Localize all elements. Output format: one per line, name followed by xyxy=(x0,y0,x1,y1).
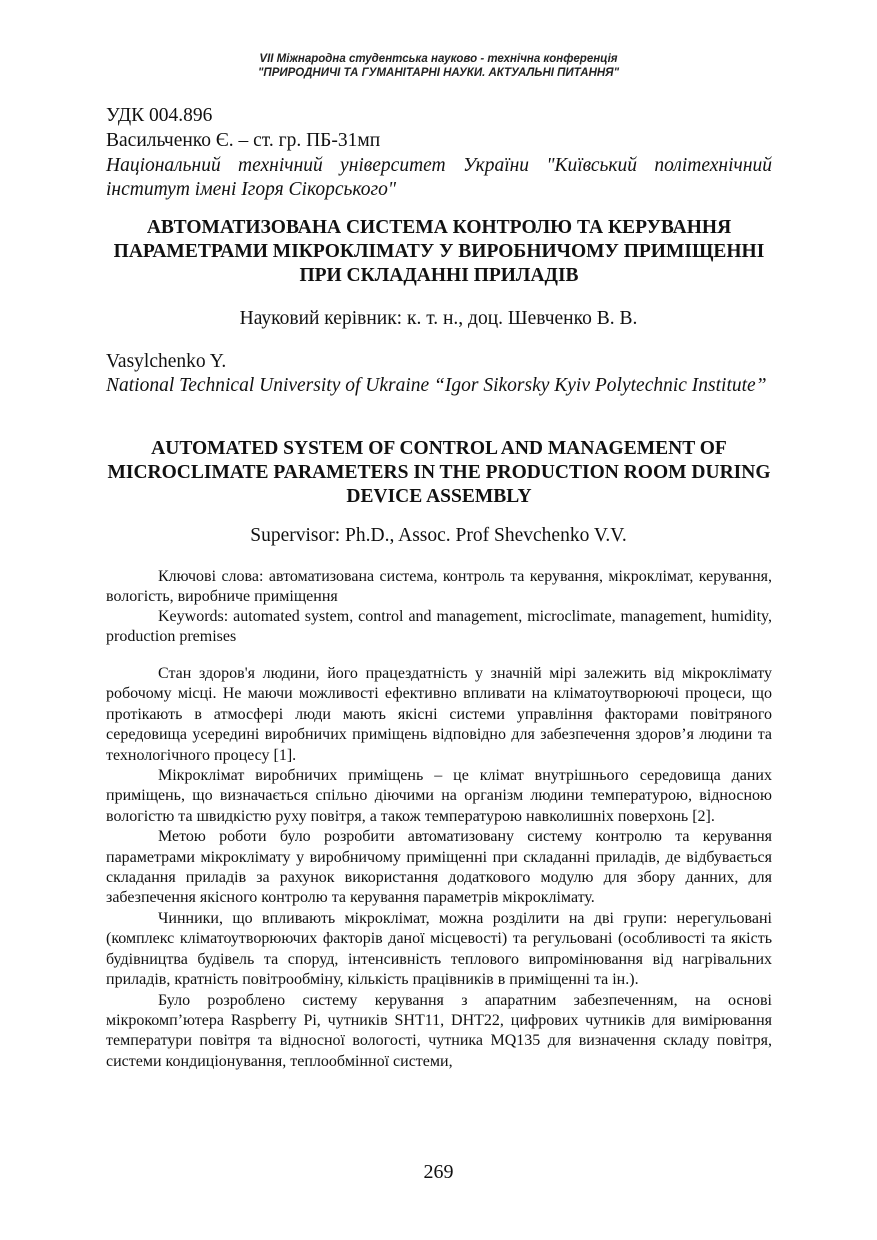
title-ukrainian: АВТОМАТИЗОВАНА СИСТЕМА КОНТРОЛЮ ТА КЕРУВАННЯ ПАРАМЕТРАМИ МІКРОКЛІМАТУ У ВИРОБНИЧОМУ ПРИМІЩЕННІ ПРИ СКЛАДАННІ ПРИЛАДІВ xyxy=(113,217,765,286)
conference-header xyxy=(0,52,877,80)
keywords-english-text: Keywords: automated system, control and management, microclimate, management, humidity, production premises xyxy=(106,608,772,645)
title-english: AUTOMATED SYSTEM OF CONTROL AND MANAGEMENT OF MICROCLIMATE PARAMETERS IN THE PRODUCTION ROOM DURING DEVICE ASSEMBLY xyxy=(107,438,771,507)
body-paragraph: Стан здоров'я людини, його працездатність у значній мірі залежить від мікроклімату робочому місці. Не маючи можливості ефективно впливати на кліматоутворюючі процеси, що протікають в атмосфері люди мають якісні системи управління факторами повітряного середовища усередині виробничих приміщень відповідно для забезпечення здоров’я людини та технологічного процесу [1]. xyxy=(106,665,772,764)
supervisor-english: Supervisor: Ph.D., Assoc. Prof Shevchenko V.V. xyxy=(250,525,627,546)
keywords-ukrainian xyxy=(106,567,772,606)
conference-header-line-1: VII Міжнародна студентська науково - технічна конференція xyxy=(259,53,618,65)
body-paragraph: Чинники, що впливають мікроклімат, можна розділити на дві групи: нерегульовані (комплекс кліматоутворюючих факторів даної місцевості) та регульовані (особливості та якість будівництва будівель та споруд, інтенсивність теплового випромінювання від нагрівальних приладів, кратність повітрообміну, кількість працівників в приміщенні та ін.). xyxy=(106,909,772,989)
author-ukrainian: Васильченко Є. – ст. гр. ПБ-31мп xyxy=(106,130,381,151)
body-paragraph: Мікроклімат виробничих приміщень – це клімат внутрішнього середовища даних приміщень, що визначається спільно діючими на організм людини температурою, відносною вологістю та швидкістю руху повітря, а також температурою навколишніх поверхонь [2]. xyxy=(106,767,772,825)
body-paragraph: Метою роботи було розробити автоматизовану систему контролю та керування параметрами мікроклімату у виробничому приміщенні при складанні приладів, де відбувається складання приладів за рахунок використання додаткового модулю для збору данних, для забезпечення якісного контролю та керування параметрів мікроклімату. xyxy=(106,828,772,907)
body-text xyxy=(106,664,772,1072)
page-number: 269 xyxy=(423,1161,454,1183)
conference-header-line-2: "ПРИРОДНИЧІ ТА ГУМАНІТАРНІ НАУКИ. АКТУАЛЬНІ ПИТАННЯ" xyxy=(257,67,620,79)
body-paragraph: Було розроблено систему керування з апаратним забезпеченням, на основі мікрокомп’ютера Raspberry Pi, чутників SHT11, DHT22, цифрових чутників для вимірювання температури повітря та відносної вологості, чутника MQ135 для визначення складу повітря, системи кондиціонування, теплообмінної системи, xyxy=(106,991,772,1070)
author-english: Vasylchenko Y. xyxy=(106,351,227,372)
udk-code: УДК 004.896 xyxy=(106,105,213,126)
keywords-ukrainian-text: Ключові слова: автоматизована система, контроль та керування, мікроклімат, керування, вологість, виробниче приміщення xyxy=(106,568,772,605)
keywords-english xyxy=(106,607,772,646)
supervisor-ukrainian: Науковий керівник: к. т. н., доц. Шевченко В. В. xyxy=(239,308,638,329)
affiliation-english: National Technical University of Ukraine “Igor Sikorsky Kyiv Polytechnic Institute” xyxy=(106,375,767,396)
affiliation-ukrainian: Національний технічний університет України "Київський політехнічний інститут імені Ігоря Сікорського" xyxy=(106,155,772,200)
